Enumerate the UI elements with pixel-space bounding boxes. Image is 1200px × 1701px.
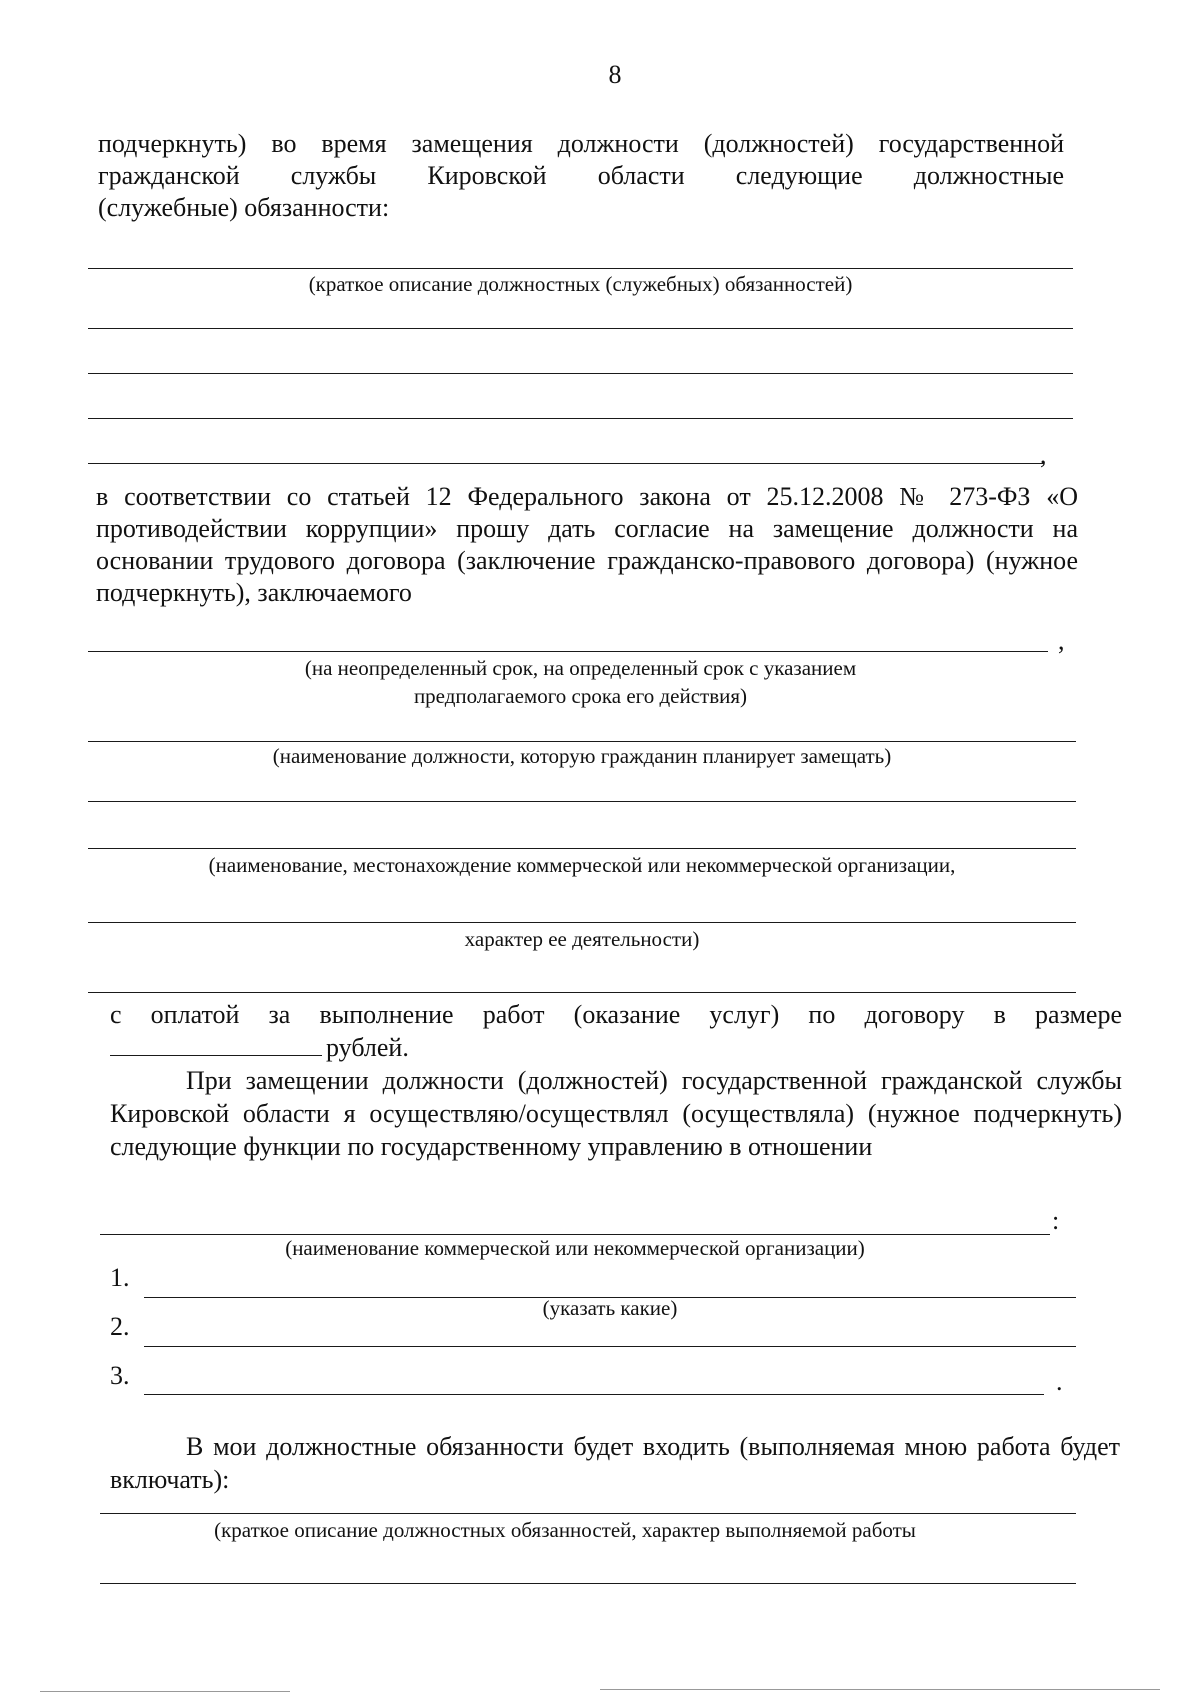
caption-duties-work: (краткое описание должностных обязанностей, характер выполняемой работы (214, 1518, 916, 1542)
paragraph-line: подчеркнуть) во время замещения должности (должностей) государственной (98, 129, 1064, 158)
list-number: 2. (110, 1312, 130, 1341)
fill-line[interactable] (100, 1513, 1076, 1514)
fill-line[interactable] (144, 1394, 1044, 1395)
fill-line[interactable] (100, 1583, 1076, 1584)
caption-position: (наименование должности, которую гражданин планирует замещать) (272, 744, 892, 768)
caption-contract-term: предполагаемого срока его действия) (413, 684, 748, 708)
caption-organization: (наименование, местонахождение коммерческой или некоммерческой организации, (208, 853, 956, 877)
paragraph-future-duties (110, 1430, 1120, 1496)
caption-contract-term: (на неопределенный срок, на определенный срок с указанием (304, 656, 857, 680)
fill-line[interactable] (144, 1346, 1076, 1347)
caption-specify: (указать какие) (542, 1296, 678, 1320)
list-number: 3. (110, 1361, 130, 1390)
paragraph-line: гражданской службы Кировской области следующие должностные (98, 161, 1064, 190)
scan-edge-mark (600, 1689, 1160, 1690)
page-number: 8 (608, 60, 622, 89)
fill-line[interactable] (88, 373, 1073, 374)
fill-line[interactable] (88, 801, 1076, 802)
payment-currency: рублей. (326, 1033, 409, 1062)
caption-organization: характер ее деятельности) (464, 927, 700, 951)
paragraph-request-consent: в соответствии со статьей 12 Федерального закона от 25.12.2008 № 273-ФЗ «О противодействии коррупции» прошу дать согласие на замещение должности на основании трудового договора (заключение гражданско-правового договора) (нужное подчеркнуть), заключаемого (96, 482, 1078, 607)
paragraph-duties-intro (98, 128, 1064, 224)
scan-edge-mark (40, 1691, 290, 1692)
payment-amount-field[interactable] (110, 1033, 322, 1056)
caption-organization-name: (наименование коммерческой или некоммерческой организации) (285, 1236, 865, 1260)
comma: , (1058, 626, 1065, 655)
fill-line[interactable] (88, 992, 1076, 993)
fill-line[interactable] (88, 848, 1076, 849)
fill-line[interactable] (88, 922, 1076, 923)
period: . (1056, 1367, 1063, 1396)
fill-line[interactable] (88, 268, 1073, 269)
comma: , (1040, 440, 1047, 469)
payment-amount (110, 1031, 409, 1064)
fill-line[interactable] (88, 463, 1044, 464)
fill-line[interactable] (88, 651, 1048, 652)
paragraph-text: При замещении должности (должностей) государственной гражданской службы Кировской области я осуществляю/осуществлял (осуществляла) (нужное подчеркнуть) следующие функции по государственному управлению в отношении (110, 1066, 1122, 1161)
list-number: 1. (110, 1263, 130, 1292)
fill-line[interactable] (88, 328, 1073, 329)
paragraph-text: В мои должностные обязанности будет входить (выполняемая мною работа будет включать): (110, 1432, 1120, 1494)
fill-line[interactable] (88, 418, 1073, 419)
paragraph-line: (служебные) обязанности: (98, 193, 390, 222)
caption-duties: (краткое описание должностных (служебных) обязанностей) (308, 272, 853, 296)
colon: : (1052, 1206, 1060, 1235)
payment-line: с оплатой за выполнение работ (оказание услуг) по договору в размере (110, 1000, 1122, 1029)
paragraph-functions (110, 1064, 1122, 1163)
